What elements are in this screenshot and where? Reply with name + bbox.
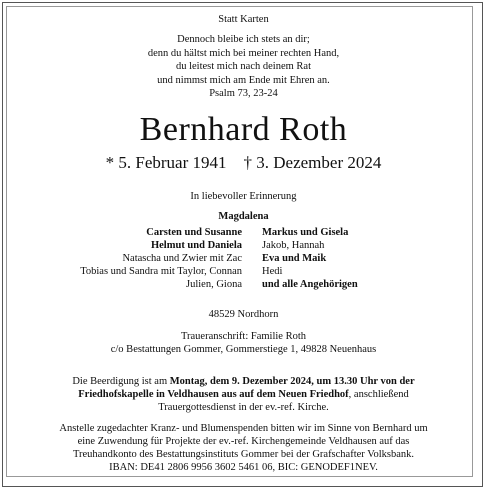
family-entry: Julien, Giona	[186, 279, 242, 290]
donation-line: eine Zuwendung für Projekte der ev.-ref. Kirchengemeinde Veldhausen auf das	[77, 436, 410, 447]
address-line: c/o Bestattungen Gommer, Gommerstiege 1, 49828 Neuenhaus	[110, 344, 377, 355]
spouse-name: Magdalena	[218, 211, 269, 222]
verse-line: Dennoch bleibe ich stets an dir;	[177, 34, 310, 45]
funeral-text: , anschließend	[348, 389, 409, 400]
funeral-text: Die Beerdigung ist am	[72, 376, 170, 387]
verse-line: du leitest mich nach deinem Rat	[175, 61, 311, 72]
birth-date: * 5. Februar 1941	[105, 153, 227, 172]
family-entry: Markus und Gisela	[262, 227, 349, 238]
location-line: 48529 Nordhorn	[208, 309, 279, 320]
family-entry: Natascha und Zwier mit Zac	[122, 253, 242, 264]
family-entry: Eva und Maik	[262, 253, 327, 264]
donation-line: Anstelle zugedachter Kranz- und Blumenspenden bitten wir im Sinne von Bernhard um	[59, 423, 428, 434]
family-entry: und alle Angehörigen	[262, 279, 358, 290]
funeral-place: Friedhofskapelle in Veldhausen aus auf dem Neuen Friedhof	[78, 389, 349, 400]
donation-line: IBAN: DE41 2806 9956 3602 5461 06, BIC: GENODEF1NEV.	[109, 462, 378, 473]
verse-line: und nimmst mich am Ende mit Ehren an.	[157, 74, 330, 86]
donation-info	[0, 422, 487, 474]
psalm-verse	[0, 33, 487, 101]
family-entry: Hedi	[262, 266, 283, 277]
family-entry: Helmut und Daniela	[150, 240, 242, 251]
family-entry: Carsten und Susanne	[146, 227, 242, 238]
verse-line: denn du hältst mich bei meiner rechten Hand,	[147, 47, 340, 59]
donation-line: Treuhandkonto des Bestattungsinstituts Gommer bei der Grafschafter Volksbank.	[72, 449, 414, 460]
family-entry: Tobias und Sandra mit Taylor, Connan	[80, 266, 242, 277]
deceased-name: Bernhard Roth	[139, 111, 348, 148]
memory-line: In liebevoller Erinnerung	[190, 191, 297, 202]
statt-karten: Statt Karten	[218, 14, 269, 25]
mourning-address	[0, 330, 487, 356]
verse-source: Psalm 73, 23-24	[209, 88, 278, 99]
funeral-date: Montag, dem 9. Dezember 2024, um 13.30 Uhr von der	[169, 376, 415, 387]
funeral-info	[0, 375, 487, 414]
life-dates	[0, 153, 487, 173]
family-right-column	[262, 226, 462, 291]
funeral-service: Trauergottesdienst in der ev.-ref. Kirche.	[158, 402, 329, 413]
death-date: † 3. Dezember 2024	[243, 153, 382, 172]
family-entry: Jakob, Hannah	[262, 240, 325, 251]
family-left-column	[22, 226, 242, 291]
address-line: Traueranschrift: Familie Roth	[180, 331, 306, 342]
